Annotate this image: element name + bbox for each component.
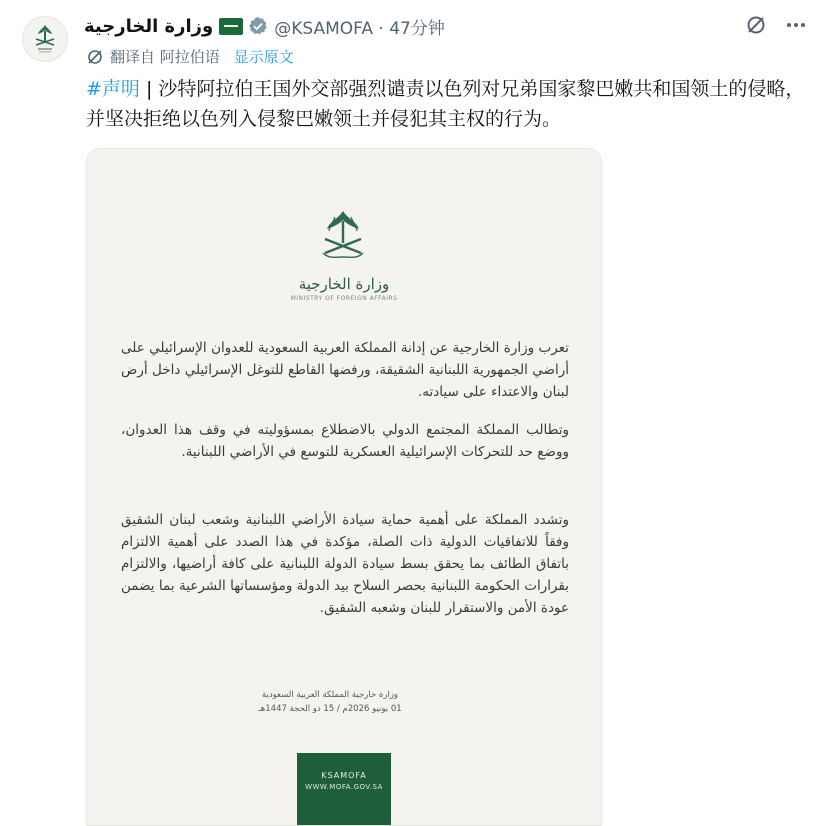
verified-badge-icon — [248, 16, 268, 36]
footer-social-handle: KSAMOFA — [321, 771, 367, 780]
statement-paragraph-2: وتطالب المملكة المجتمع الدولي بالاضطلاع بمسؤوليته في وقف هذا العدوان، ووضع حد للتحركات الإسرائيلية العسكرية للتوسع في الأراضي اللبنانية. — [121, 422, 569, 460]
signature-line: وزارة خارجية المملكة العربية السعودية — [261, 690, 399, 700]
hashtag-link[interactable]: #声明 — [86, 78, 140, 100]
more-icon[interactable] — [785, 14, 807, 36]
footer-website: WWW.MOFA.GOV.SA — [305, 783, 383, 791]
document-ministry-subtitle: MINISTRY OF FOREIGN AFFAIRS — [290, 295, 398, 302]
display-name[interactable]: وزارة الخارجية — [84, 15, 214, 37]
tweet-text — [86, 74, 810, 134]
date-line: 01 يونيو 2026م / 15 ذو الحجة 1447هـ — [258, 704, 402, 714]
statement-paragraph-1: تعرب وزارة الخارجية عن إدانة المملكة العربية السعودية للعدوان الإسرائيلي على أراضي الجمهورية اللبنانية الشقيقة، ورفضها القاطع للتوغل الإسرائيلي داخل أرض لبنان والاعتداء على سيادته. — [121, 340, 569, 400]
avatar[interactable] — [22, 16, 68, 62]
grok-icon[interactable] — [745, 14, 767, 36]
tweet-body: | 沙特阿拉伯王国外交部强烈谴责以色列对兄弟国家黎巴嫩共和国领土的侵略，并坚决拒绝以色列入侵黎巴嫩领土并侵犯其主权的行为。 — [86, 78, 805, 130]
tweet-actions — [745, 14, 807, 36]
translated-from-label: 翻译自 阿拉伯语 — [110, 48, 220, 66]
translate-icon — [86, 48, 104, 66]
handle-and-time[interactable]: @KSAMOFA · 47分钟 — [274, 18, 445, 39]
show-original-link[interactable]: 显示原文 — [233, 48, 294, 66]
statement-image[interactable] — [86, 148, 602, 826]
translation-row — [86, 46, 294, 67]
footer-contact-card — [297, 753, 391, 826]
tweet-header — [84, 12, 803, 40]
saudi-flag-icon — [219, 18, 243, 35]
saudi-emblem-icon — [30, 23, 60, 55]
statement-paragraph-3: وتشدد المملكة على أهمية حماية سيادة الأراضي اللبنانية وشعب لبنان الشقيق وفقاً للاتفاقيات الدولية ذات الصلة، مؤكدة في هذا الصدد على أهمية الالتزام باتفاق الطائف بما يحقق بسط سيادة الدولة اللبنانية على كافة أراضيها، والالتزام بقرارات الحكومة اللبنانية بحصر السلاح بيد الدولة ومؤسساتها الشرعية بما يضمن عودة الأمن والاستقرار للبنان وشعبه الشقيق. — [121, 512, 569, 616]
document-ministry-title: وزارة الخارجية — [298, 275, 390, 293]
saudi-emblem-icon — [313, 207, 373, 271]
